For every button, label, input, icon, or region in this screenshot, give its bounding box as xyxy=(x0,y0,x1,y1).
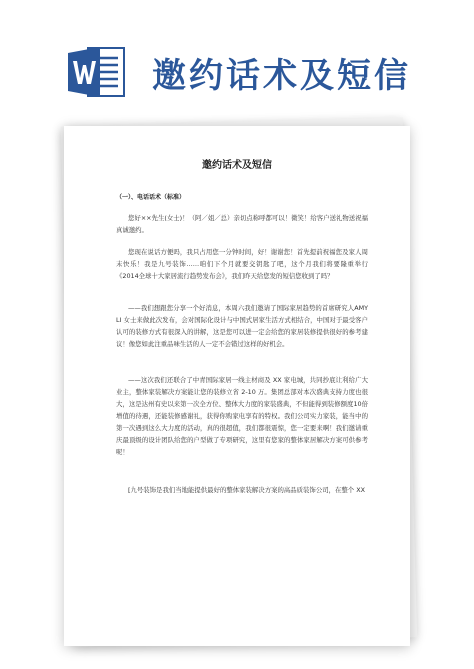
word-icon xyxy=(66,44,126,100)
banner-title: 邀约话术及短信 xyxy=(152,56,411,96)
document-page xyxy=(64,126,410,646)
paragraph-news: ——我们想跟您分享一个好消息，本周六我们邀请了国际家居趋势的首席研究人AMY LI 女士来做此次发布，会对国际化设计与中国式居家生活方式相结合，中国对于最受客户认可的装修方式有很深入的讲解，这是您可以进一定会给您的家居装修提供很好的参考建议！像您如此注重品味生活的人一定不会错过这样的好机会。 xyxy=(116,304,368,348)
paragraph-offer: ——这次我们还联合了中青国际家居一线主材商及 XX 家电城，共同抄底让利给广大业主，整体家装解决方案能让您的装修立省 2-10 万。集团总部对本次盛典支持力度也很大，这是达州有史以来第一次全方位、整体大力度的家装盛典，不但能得到装修额度10倍增值的待遇，还能装修感谢礼，获得你购家电享有的特权。我们公司实力家装，能当中的第一次遇到这么大力度的活动，真的很超值，我们都很震惊，您一定要来啊！我们邀请重庆最顶级的设计团队给您的户型做了专项研究，这里有您家的整体家居解决方案可供参考呢！ xyxy=(116,376,368,456)
paragraph-intro: 您现在说话方便吗，我只占用您一分钟时间，好！谢谢您！首先提前祝福您及家人周末快乐！我是九号装饰……咱们下个月就要交钥匙了吧，这个月我们将要隆重举行《2014全球十大家居流行趋势发布会》，我们昨天给您发的短信您收到了吗？ xyxy=(116,248,368,280)
paragraph-company: [九号装饰是我们当地能提供最好的整体家装解决方案的高品质装饰公司，在整个 XX xyxy=(128,486,365,494)
document-title: 邀约话术及短信 xyxy=(202,160,272,171)
section-heading: （一）、电话话术（标准） xyxy=(116,194,186,201)
paragraph-greeting: 您好××先生(女士)！（阿／姐／总）亲切点称呼都可以！微笑！给客户送礼物送祝福真诚邀约。 xyxy=(116,214,368,234)
header-banner xyxy=(0,0,474,130)
